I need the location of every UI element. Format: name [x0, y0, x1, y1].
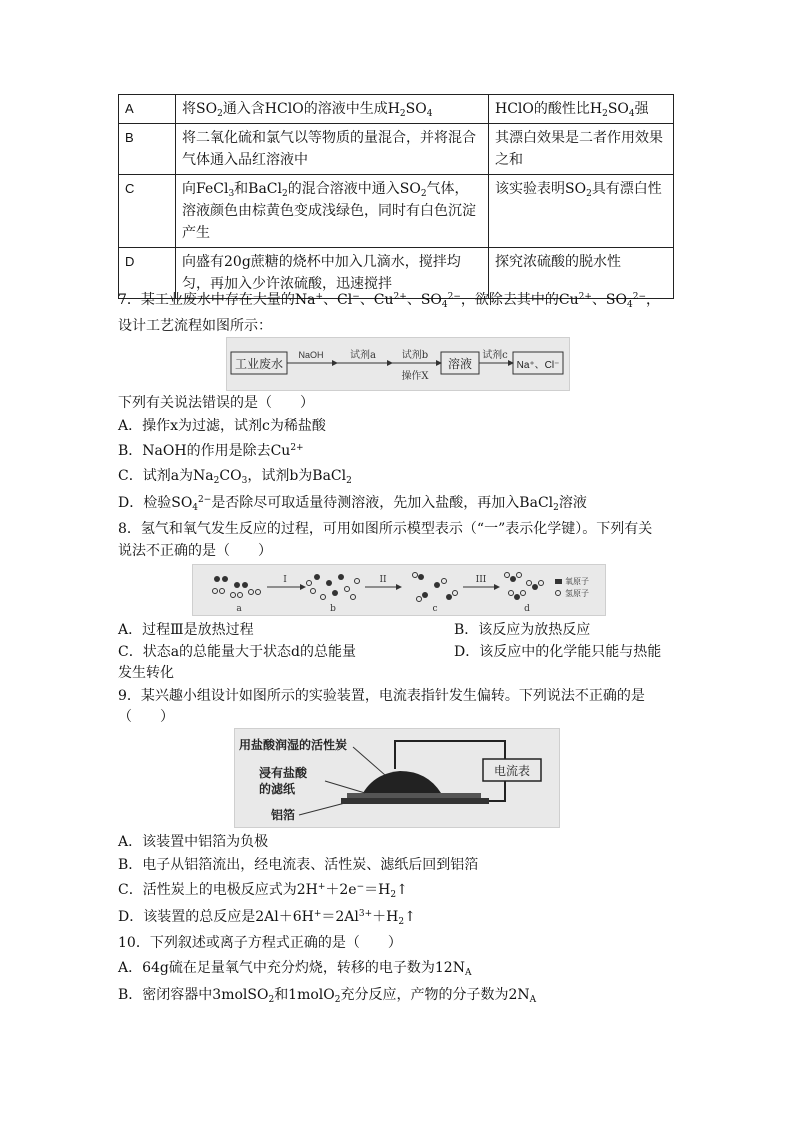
- state-d-label: d: [524, 604, 530, 614]
- row-operation: 向盛有20g蔗糖的烧杯中加入几滴水，搅拌均匀，再加入少许浓硫酸，迅速搅拌: [176, 248, 489, 299]
- q7-option-b: B．NaOH的作用是除去$Cu^{2+}$: [118, 443, 304, 459]
- q9-option-b: B．电子从铝箔流出，经电流表、活性炭、滤纸后回到铝箔: [118, 857, 479, 873]
- row-operation: 将$SO_2$通入含HClO的溶液中生成$H_2SO_4$: [176, 95, 489, 124]
- step-1-label: I: [283, 575, 287, 585]
- q7-option-a: A．操作x为过滤，试剂c为稀盐酸: [118, 418, 326, 434]
- flow-reagent-naoh: NaOH: [298, 350, 324, 360]
- foil-label: 铝箔: [271, 808, 296, 822]
- table-row: [119, 175, 674, 248]
- carbon-label: 用盐酸润湿的活性炭: [239, 738, 348, 752]
- q9-stem-line2: （ ）: [118, 709, 174, 725]
- q8-option-d-cont: 发生转化: [118, 665, 174, 681]
- state-a-molecules: [213, 576, 261, 598]
- q7-option-c: C．试剂a为$Na_2CO_3$，试剂b为BaCl$_2$: [118, 468, 352, 486]
- q8-option-c: C．状态a的总能量大于状态d的总能量: [118, 644, 357, 660]
- q8-reaction-model-diagram: [192, 564, 606, 616]
- state-d-water-molecules: [505, 573, 544, 601]
- state-b-label: b: [330, 604, 336, 614]
- flow-solution-label: 溶液: [447, 357, 473, 371]
- flow-reagent-b: 试剂b: [401, 350, 429, 361]
- step-3-label: III: [475, 575, 487, 585]
- filter-paper: [347, 793, 481, 798]
- row-conclusion: 该实验表明$SO_2$具有漂白性: [489, 175, 674, 248]
- step-2-label: II: [379, 575, 387, 585]
- row-label: A: [119, 95, 176, 124]
- q8-stem-line2: 说法不正确的是（ ）: [118, 543, 272, 559]
- row-label: D: [119, 248, 176, 299]
- q8-option-b: B．该反应为放热反应: [454, 622, 591, 638]
- table-row: [119, 95, 674, 124]
- q10-option-a: A．64g硫在足量氧气中充分灼烧，转移的电子数为$12N_A$: [118, 960, 472, 978]
- table-row: [119, 124, 674, 175]
- row-operation: 将二氧化硫和氯气以等物质的量混合，并将混合气体通入品红溶液中: [176, 124, 489, 175]
- q7-stem-line1: 7．某工业废水中存在大量的Na+、Cl−、$Cu^{2+}$、$SO_4^{2-}$，欲除去其中的$Cu^{2+}$、$SO_4^{2-}$，: [118, 292, 661, 310]
- flow-operation-x: 操作X: [401, 371, 429, 382]
- flow-end-label: Na⁺、Cl⁻: [516, 360, 560, 371]
- legend-hydrogen: 氢原子: [565, 589, 589, 598]
- q8-stem-line1: 8．氢气和氧气发生反应的过程，可用如图所示模型表示（“一”表示化学键）。下列有关: [118, 521, 653, 537]
- activated-carbon: [363, 771, 441, 793]
- state-c-label: c: [432, 604, 438, 614]
- row-label: C: [119, 175, 176, 248]
- row-conclusion: 探究浓硫酸的脱水性: [489, 248, 674, 299]
- q7-stem-line2: 设计工艺流程如图所示：: [118, 318, 272, 334]
- q8-option-d: D．该反应中的化学能只能与热能: [454, 644, 662, 660]
- flow-start-label: 工业废水: [234, 357, 284, 371]
- ammeter-label: 电流表: [493, 764, 531, 778]
- flow-reagent-c: 试剂c: [482, 350, 508, 361]
- row-operation: 向FeCl$_3$和BaCl$_2$的混合溶液中通入$SO_2$气体，溶液颜色由棕黄色变成浅绿色，同时有白色沉淀产生: [176, 175, 489, 248]
- legend: [555, 576, 589, 598]
- q9-apparatus-diagram: [234, 728, 560, 828]
- paper-label-line1: 浸有盐酸: [259, 766, 308, 780]
- paper-label-line2: 的滤纸: [259, 782, 296, 796]
- state-b-atoms: [307, 574, 360, 600]
- legend-oxygen: 氧原子: [565, 577, 589, 586]
- q7-question: 下列有关说法错误的是（ ）: [118, 395, 314, 411]
- experiment-table: [118, 94, 674, 299]
- state-c-molecules: [413, 573, 458, 602]
- q7-flow-diagram: [226, 337, 570, 391]
- row-label: B: [119, 124, 176, 175]
- aluminum-foil: [341, 798, 489, 804]
- q9-option-a: A．该装置中铝箔为负极: [118, 834, 269, 850]
- row-conclusion: HClO的酸性比$H_2SO_4$强: [489, 95, 674, 124]
- q10-stem: 10．下列叙述或离子方程式正确的是（ ）: [118, 935, 402, 951]
- row-conclusion: 其漂白效果是二者作用效果之和: [489, 124, 674, 175]
- q8-option-a: A．过程Ⅲ是放热过程: [118, 622, 254, 638]
- q7-option-d: D．检验$SO_4^{2-}$是否除尽可取适量待测溶液，先加入盐酸，再加入BaCl$_2$溶液: [118, 495, 587, 513]
- q10-option-b: B．密闭容器中3molSO$_2$和1molO$_2$充分反应，产物的分子数为$2N_A$: [118, 987, 537, 1005]
- q9-option-c: C．活性炭上的电极反应式为$2H^++2e^-=H_2↑$: [118, 882, 408, 900]
- q9-stem-line1: 9．某兴趣小组设计如图所示的实验装置，电流表指针发生偏转。下列说法不正确的是: [118, 688, 645, 704]
- flow-reagent-a: 试剂a: [350, 350, 376, 361]
- state-a-label: a: [236, 604, 242, 614]
- q9-option-d: D．该装置的总反应是$2Al+6H^+=2Al^{3+}+H_2↑$: [118, 909, 416, 927]
